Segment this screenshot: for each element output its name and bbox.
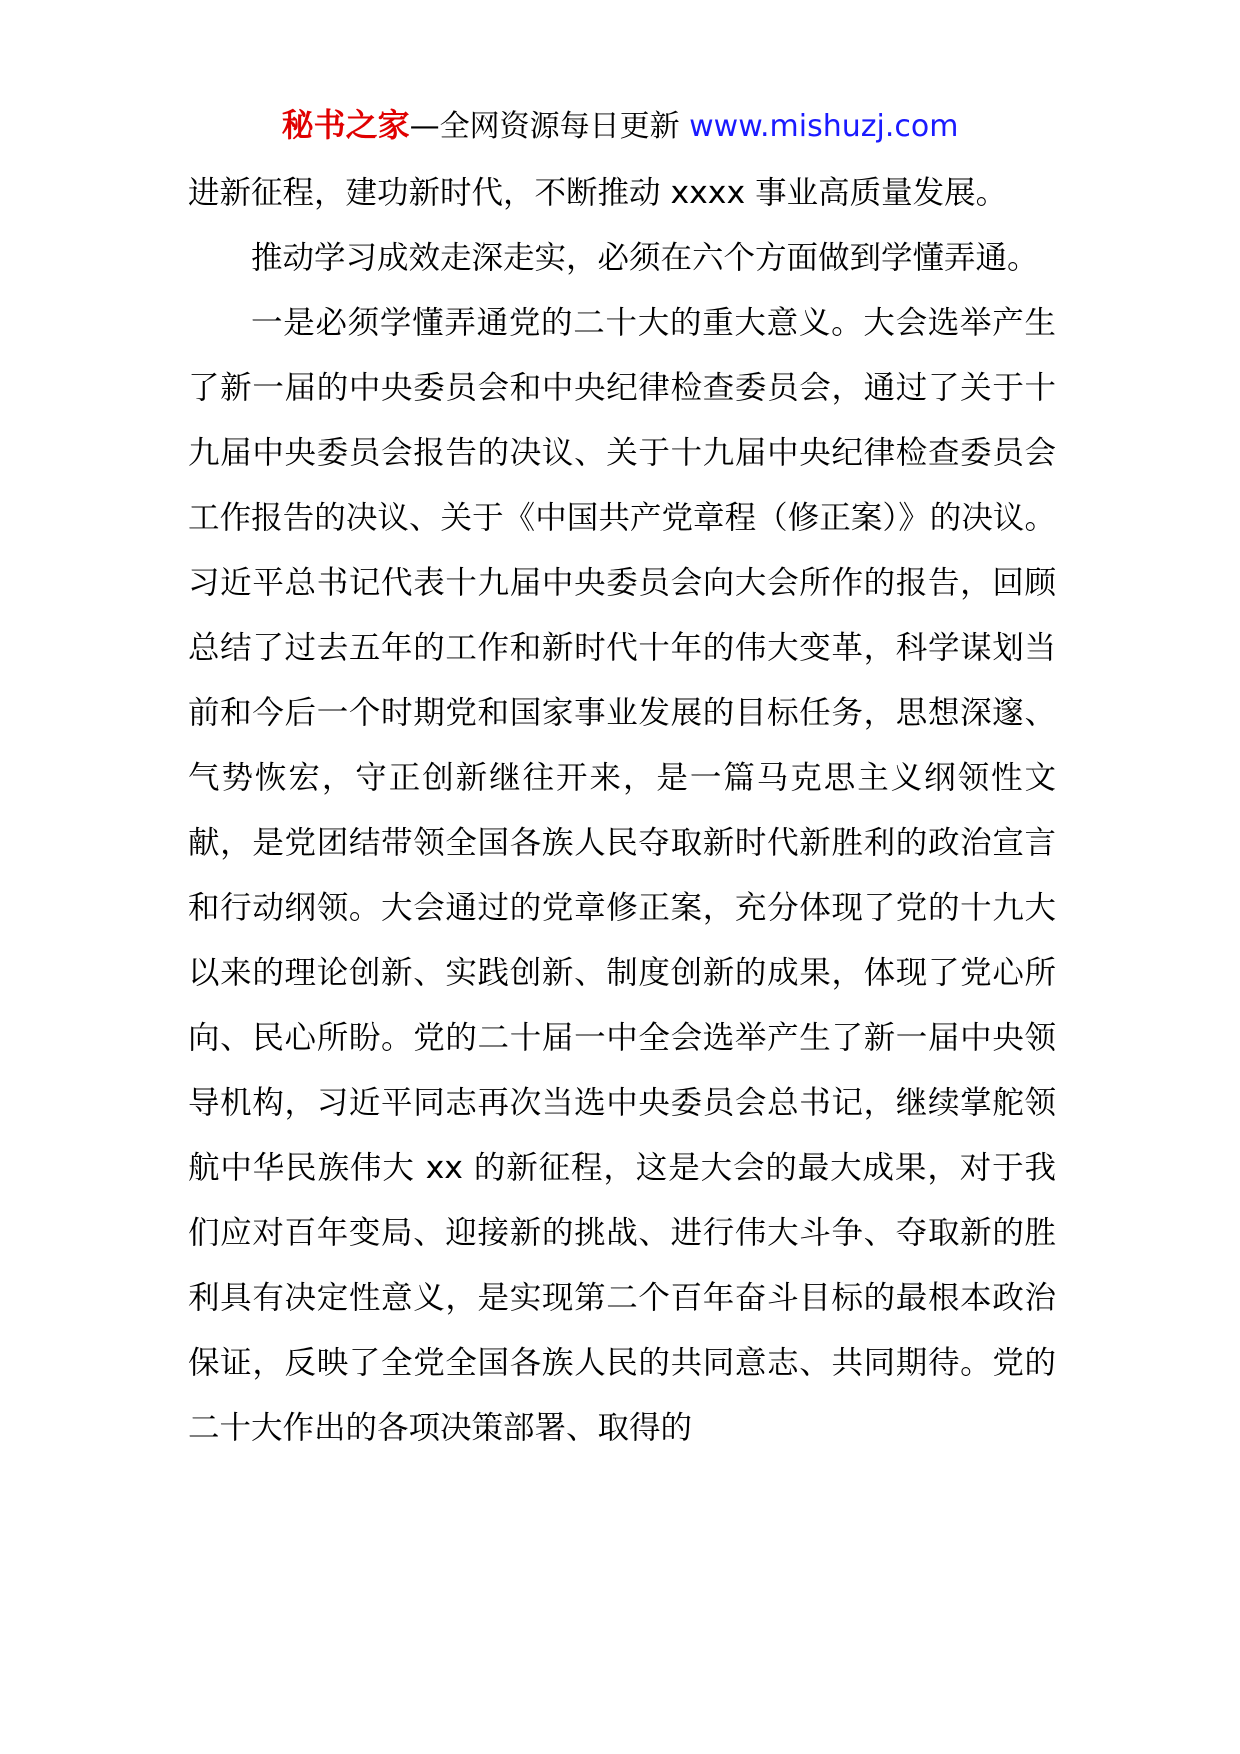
brand-name: 秘书之家 — [281, 106, 410, 144]
paragraph-intro: 推动学习成效走深走实，必须在六个方面做到学懂弄通。 — [251, 240, 1039, 276]
paragraph-continuation: 进新征程，建功新时代，不断推动 xxxx 事业高质量发展。 — [188, 175, 1008, 211]
document-body — [188, 161, 1056, 1461]
watermark-header — [0, 103, 1240, 149]
website-link[interactable]: www.mishuzj.com — [689, 109, 959, 144]
header-tagline: —全网资源每日更新 — [409, 109, 680, 144]
paragraph-point-one: 一是必须学懂弄通党的二十大的重大意义。大会选举产生了新一届的中央委员会和中央纪律检查委员会，通过了关于十九届中央委员会报告的决议、关于十九届中央纪律检查委员会工作报告的决议、关于《中国共产党章程（修正案）》的决议。习近平总书记代表十九届中央委员会向大会所作的报告，回顾总结了过去五年的工作和新时代十年的伟大变革，科学谋划当前和今后一个时期党和国家事业发展的目标任务，思想深邃、气势恢宏，守正创新继往开来，是一篇马克思主义纲领性文献，是党团结带领全国各族人民夺取新时代新胜利的政治宣言和行动纲领。大会通过的党章修正案，充分体现了党的十九大以来的理论创新、实践创新、制度创新的成果，体现了党心所向、民心所盼。党的二十届一中全会选举产生了新一届中央领导机构，习近平同志再次当选中央委员会总书记，继续掌舵领航中华民族伟大 xx 的新征程，这是大会的最大成果，对于我们应对百年变局、迎接新的挑战、进行伟大斗争、夺取新的胜利具有决定性意义，是实现第二个百年奋斗目标的最根本政治保证，反映了全党全国各族人民的共同意志、共同期待。党的二十大作出的各项决策部署、取得的 — [188, 305, 1056, 1446]
